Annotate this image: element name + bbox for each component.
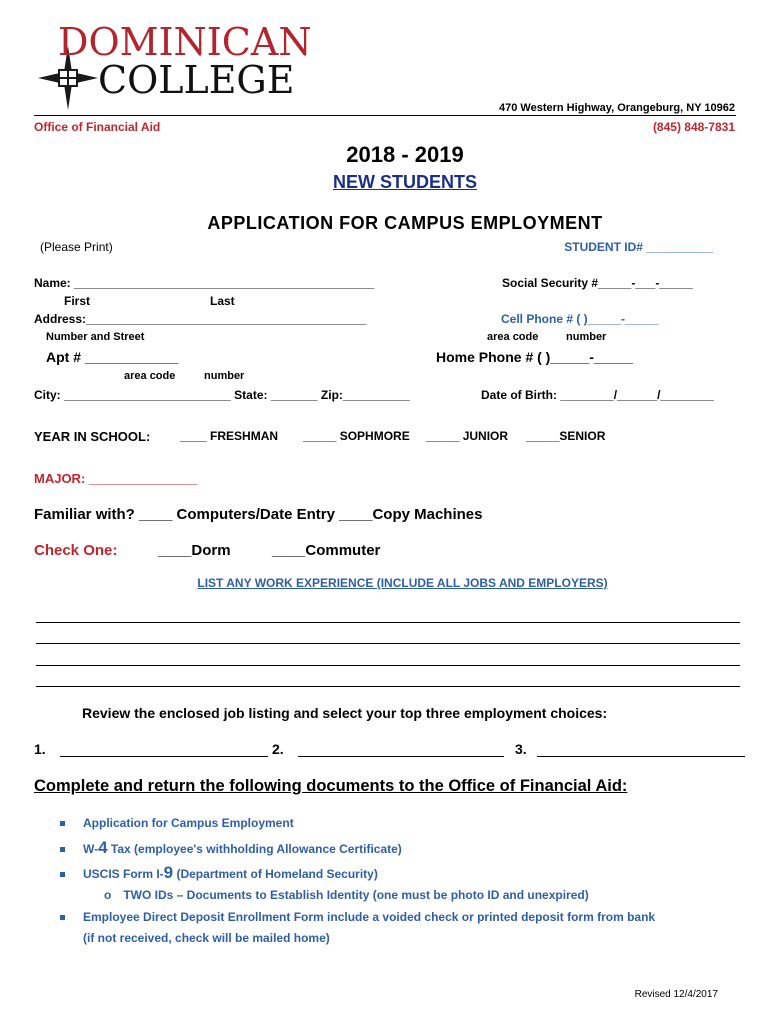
choice-1-line[interactable] [60,756,268,757]
please-print-label: (Please Print) [40,240,113,254]
bullet-icon [60,872,65,877]
check-one-label: Check One: [34,542,118,559]
revised-date: Revised 12/4/2017 [634,989,718,1000]
familiar-with-field[interactable]: Familiar with? ____ Computers/Date Entry ____Copy Machines [34,506,483,523]
cell-area-code-caption: area code [487,331,539,343]
choice-1-number: 1. [34,741,46,757]
choice-2-number: 2. [272,741,284,757]
year-in-school-label: YEAR IN SCHOOL: [34,429,151,444]
academic-year-title: 2018 - 2019 [346,142,464,167]
choice-2-line[interactable] [298,756,504,757]
commuter-option[interactable]: ____Commuter [272,542,381,559]
work-experience-line[interactable] [36,686,740,687]
documents-heading: Complete and return the following documents to the Office of Financial Aid: [34,777,628,795]
bullet-icon [60,847,65,852]
student-id-field[interactable]: STUDENT ID# __________ [564,240,713,254]
document-item-i9 [60,863,378,883]
first-name-caption: First [64,294,91,308]
cell-phone-field[interactable]: Cell Phone # ( )_____-_____ [501,312,659,326]
choices-prompt: Review the enclosed job listing and select your top three employment choices: [82,705,608,721]
college-address: 470 Western Highway, Orangeburg, NY 10962 [499,102,735,114]
document-item-label: USCIS Form I- [83,867,164,881]
home-area-code-caption: area code [124,370,176,382]
city-state-zip-field[interactable]: City: _________________________ State: _______ Zip:__________ [34,388,410,402]
date-of-birth-field[interactable]: Date of Birth: ________/______/________ [481,388,714,402]
last-name-caption: Last [210,294,235,308]
document-item-label: 9 [163,863,174,882]
office-label: Office of Financial Aid [34,120,161,134]
major-field[interactable]: MAJOR: _______________ [34,471,198,486]
work-experience-heading: LIST ANY WORK EXPERIENCE (INCLUDE ALL JOBS AND EMPLOYERS) [197,576,608,590]
office-phone: (845) 848-7831 [652,120,735,134]
document-item-label: 4 [98,838,108,857]
document-item-label: Tax (employee's withholding Allowance Certificate) [107,842,402,856]
home-number-caption: number [204,370,245,382]
work-experience-line[interactable] [36,622,740,623]
document-item-note: (if not received, check will be mailed home) [83,931,330,945]
document-item-label: Application for Campus Employment [83,816,294,830]
choice-3-number: 3. [515,741,527,757]
dorm-option[interactable]: ____Dorm [158,542,231,559]
application-title: APPLICATION FOR CAMPUS EMPLOYMENT [207,213,603,233]
document-subitem-label: TWO IDs – Documents to Establish Identity (one must be photo ID and unexpired) [123,888,589,902]
document-item-direct-deposit [60,910,655,924]
header-rule [34,115,736,116]
home-phone-field[interactable]: Home Phone # ( )_____-_____ [436,349,633,365]
sub-bullet-icon: o [104,888,112,902]
senior-option[interactable]: _____SENIOR [526,429,606,443]
name-field[interactable]: Name: _____________________________________________ [34,276,375,290]
number-street-caption: Number and Street [46,331,145,343]
document-item-label: (Department of Homeland Security) [173,867,378,881]
document-item-application [60,816,294,830]
work-experience-line[interactable] [36,665,740,666]
bullet-icon [60,821,65,826]
work-experience-line[interactable] [36,643,740,644]
document-item-label: Employee Direct Deposit Enrollment Form include a voided check or printed deposit form from bank [83,910,656,924]
bullet-icon [60,915,65,920]
document-item-w4 [60,838,402,858]
apt-field[interactable]: Apt # ____________ [46,349,179,365]
cell-number-caption: number [566,331,607,343]
address-field[interactable]: Address:__________________________________________ [34,312,367,326]
freshman-option[interactable]: ____ FRESHMAN [180,429,279,443]
choice-3-line[interactable] [537,756,745,757]
junior-option[interactable]: _____ JUNIOR [426,429,509,443]
logo-text-dominican: DOMINICAN [58,20,312,64]
ssn-field[interactable]: Social Security #_____-___-_____ [502,276,693,290]
document-item-label: W- [83,842,99,856]
sophmore-option[interactable]: _____ SOPHMORE [303,429,410,443]
new-students-title: NEW STUDENTS [333,172,477,192]
logo-text-college: COLLEGE [98,58,295,102]
document-subitem-ids [104,888,589,902]
